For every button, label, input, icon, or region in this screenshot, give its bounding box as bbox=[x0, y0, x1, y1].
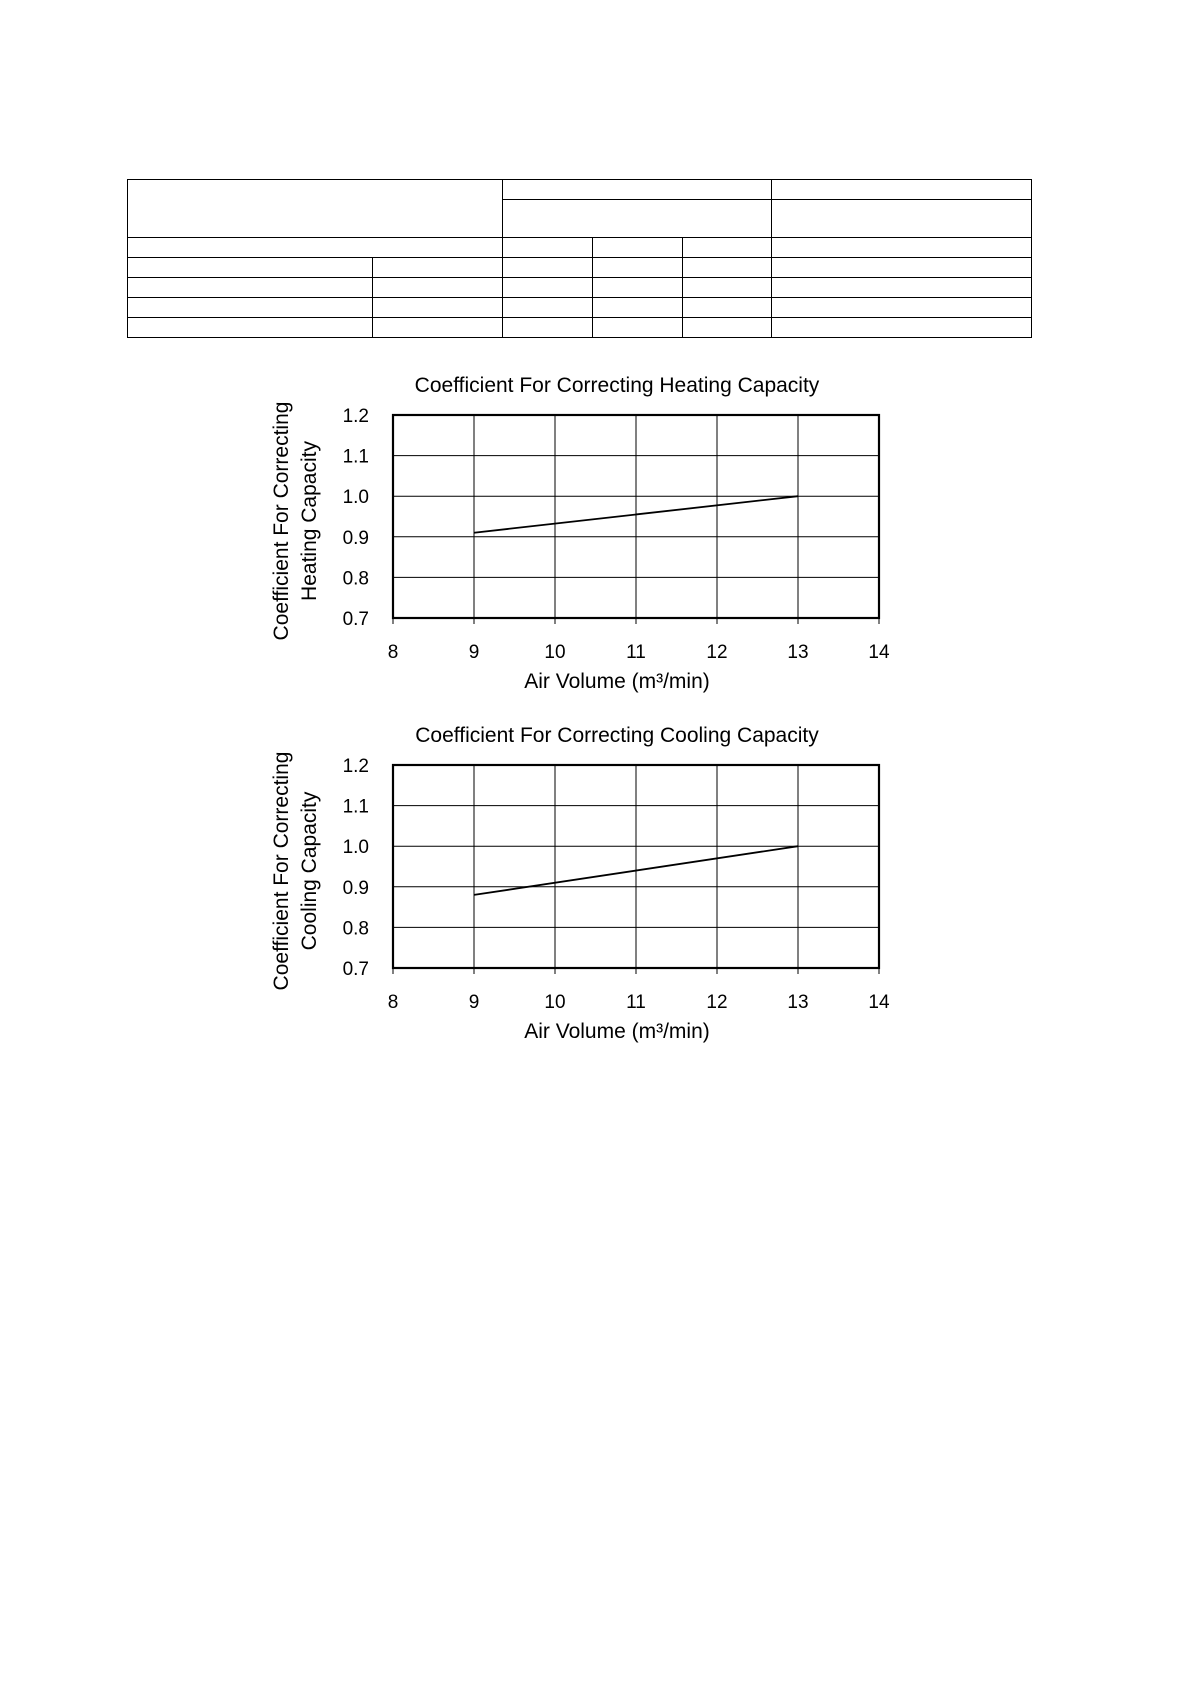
x-tick-label: 13 bbox=[787, 992, 809, 1013]
x-axis-label: Air Volume (m³/min) bbox=[524, 670, 710, 693]
y-axis-label-line-1: Coefficient For Correcting bbox=[270, 751, 293, 991]
y-tick-label: 0.7 bbox=[342, 609, 369, 630]
cooling-capacity-chart bbox=[270, 724, 890, 1043]
x-axis-label: Air Volume (m³/min) bbox=[524, 1020, 710, 1043]
x-tick-label: 14 bbox=[868, 992, 890, 1013]
y-tick-label: 1.0 bbox=[342, 487, 369, 509]
y-tick-label: 1.2 bbox=[342, 406, 369, 427]
y-tick-label: 0.8 bbox=[342, 918, 369, 940]
x-tick-labels bbox=[388, 992, 890, 1013]
y-axis-label-line-2: Cooling Capacity bbox=[298, 791, 321, 951]
x-tick-label: 8 bbox=[387, 992, 399, 1013]
x-tick-label: 8 bbox=[387, 642, 399, 663]
y-tick-label: 1.2 bbox=[342, 756, 369, 777]
y-axis-label-line-2: Heating Capacity bbox=[298, 441, 321, 601]
y-tick-label: 1.1 bbox=[342, 796, 369, 818]
y-tick-label: 1.1 bbox=[342, 446, 369, 468]
x-tick-label: 13 bbox=[787, 642, 809, 663]
chart-title: Coefficient For Correcting Heating Capacity bbox=[414, 374, 820, 397]
x-tick-label: 11 bbox=[626, 992, 646, 1013]
x-tick-label: 11 bbox=[626, 642, 646, 663]
x-tick-label: 9 bbox=[468, 642, 480, 663]
y-tick-labels bbox=[343, 756, 369, 980]
x-tick-label: 10 bbox=[544, 642, 566, 663]
x-tick-label: 10 bbox=[544, 992, 566, 1013]
y-tick-label: 0.8 bbox=[342, 568, 369, 590]
x-tick-labels bbox=[388, 642, 890, 663]
chart-grid bbox=[393, 765, 879, 974]
x-tick-label: 9 bbox=[468, 992, 480, 1013]
y-tick-label: 0.7 bbox=[342, 959, 369, 980]
chart-grid bbox=[393, 415, 879, 624]
y-axis-label-line-1: Coefficient For Correcting bbox=[270, 401, 293, 641]
y-tick-label: 1.0 bbox=[342, 837, 369, 859]
heating-capacity-chart bbox=[270, 374, 890, 693]
y-tick-label: 0.9 bbox=[342, 527, 369, 549]
y-tick-labels bbox=[343, 406, 369, 630]
chart-title: Coefficient For Correcting Cooling Capacity bbox=[415, 724, 819, 747]
y-tick-label: 0.9 bbox=[342, 877, 369, 899]
x-tick-label: 14 bbox=[868, 642, 890, 663]
x-tick-label: 12 bbox=[706, 642, 728, 663]
x-tick-label: 12 bbox=[706, 992, 728, 1013]
